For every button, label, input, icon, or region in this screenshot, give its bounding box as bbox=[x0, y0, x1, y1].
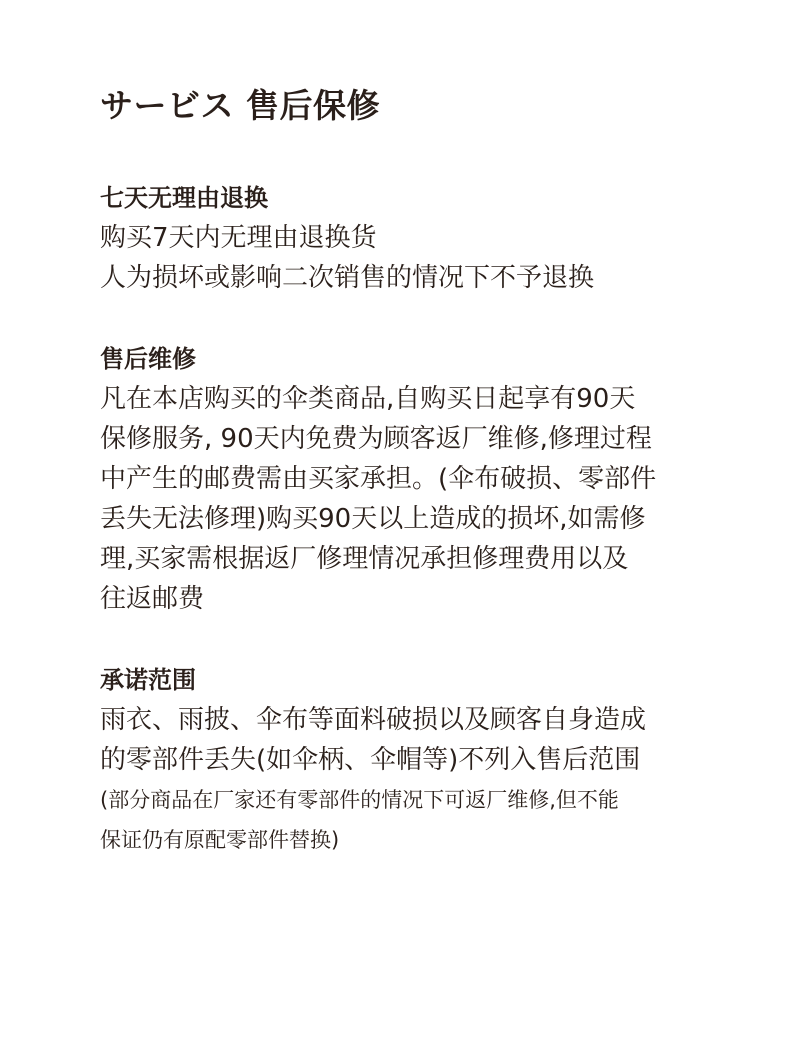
section-heading: 七天无理由退换 bbox=[100, 184, 268, 212]
section-text-line: 凡在本店购买的伞类商品,自购买日起享有90天 bbox=[100, 384, 636, 414]
section-note-line: (部分商品在厂家还有零部件的情况下可返厂维修,但不能 bbox=[100, 788, 619, 812]
page-title: サービス 售后保修 bbox=[100, 86, 380, 125]
service-page bbox=[100, 78, 720, 901]
section-after-sales-repair bbox=[100, 339, 720, 619]
section-text-line: 的零部件丢失(如伞柄、伞帽等)不列入售后范围 bbox=[100, 745, 641, 775]
section-text-line: 保修服务, 90天内免费为顾客返厂维修,修理过程 bbox=[100, 424, 652, 454]
section-note-line: 保证仍有原配零部件替换) bbox=[100, 828, 340, 852]
section-heading: 售后维修 bbox=[100, 345, 196, 373]
section-text-line: 人为损坏或影响二次销售的情况下不予退换 bbox=[100, 263, 595, 293]
section-text-line: 购买7天内无理由退换货 bbox=[100, 223, 377, 253]
section-text-line: 理,买家需根据返厂修理情况承担修理费用以及 bbox=[100, 544, 629, 574]
section-text-line: 中产生的邮费需由买家承担。(伞布破损、零部件 bbox=[100, 464, 657, 494]
section-seven-day-return bbox=[100, 178, 720, 298]
section-text-line: 往返邮费 bbox=[100, 584, 205, 614]
section-text-line: 丢失无法修理)购买90天以上造成的损坏,如需修 bbox=[100, 504, 646, 534]
section-heading: 承诺范围 bbox=[100, 666, 196, 694]
section-text-line: 雨衣、雨披、伞布等面料破损以及顾客自身造成 bbox=[100, 705, 647, 735]
section-warranty-scope bbox=[100, 660, 720, 860]
